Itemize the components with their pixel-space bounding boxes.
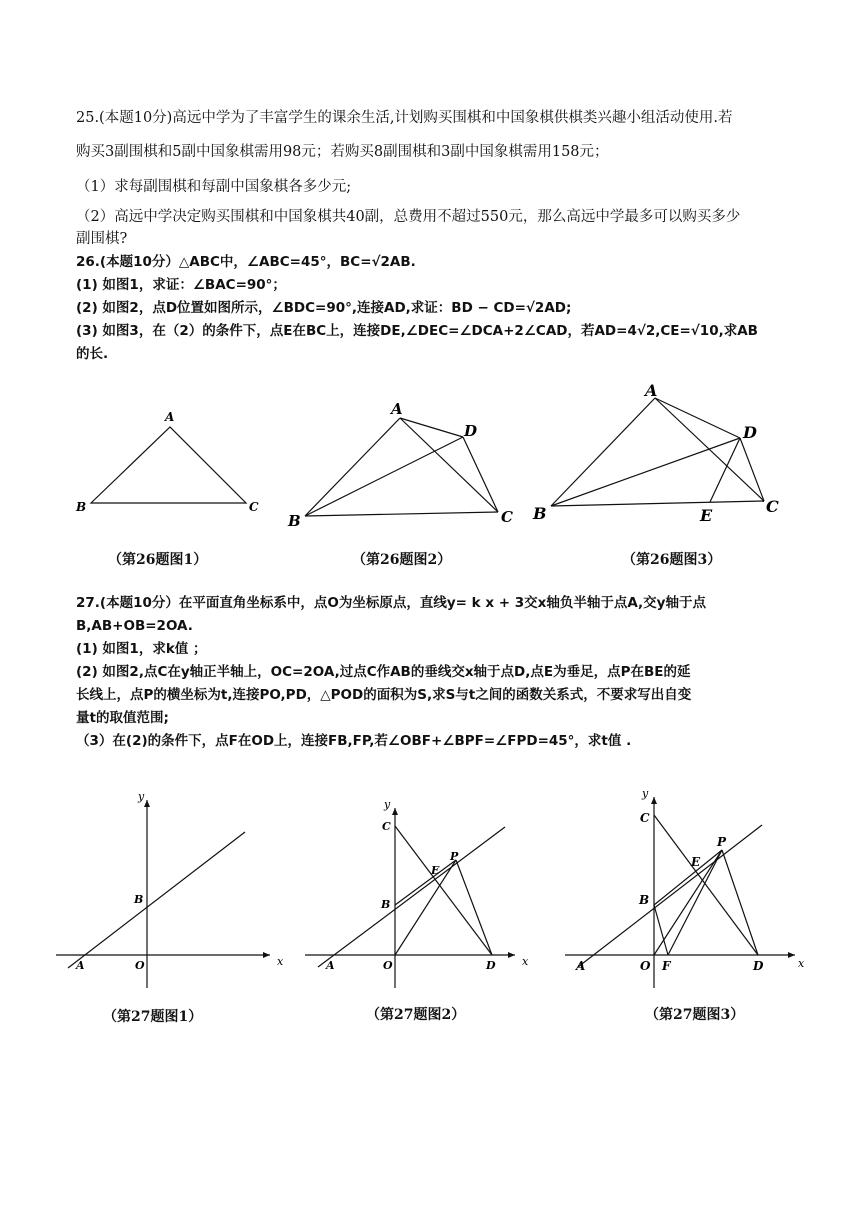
q26-figure3-lines <box>551 398 764 506</box>
label-A: A <box>391 400 403 418</box>
label-C: C <box>501 508 513 526</box>
axis-label-x: x <box>277 955 284 968</box>
label-A: A <box>645 381 658 400</box>
q27-caption-fig3: （第27题图3） <box>645 1007 745 1023</box>
q27-caption-fig2: （第27题图2） <box>366 1007 466 1023</box>
q26-part3-line2: 的长. <box>76 346 109 362</box>
axis-arrowheads <box>144 797 795 958</box>
q26-part2: (2) 如图2，点D位置如图所示，∠BDC=90°,连接AD,求证：BD − CD=√2AD; <box>76 300 572 316</box>
label-D: D <box>743 423 757 442</box>
q26-caption-fig3: （第26题图3） <box>622 552 722 568</box>
label-P: P <box>717 835 727 849</box>
q27-figure1-lines <box>56 800 270 988</box>
q25-part1: （1）求每副围棋和每副中国象棋各多少元; <box>76 179 352 195</box>
label-B: B <box>381 898 391 911</box>
q26-stem: 26.(本题10分）△ABC中，∠ABC=45°，BC=√2AB. <box>76 254 416 270</box>
q27-stem-line2: B,AB+OB=2OA. <box>76 618 193 634</box>
axis-label-y: y <box>642 787 649 800</box>
q27-stem-line1: 27.(本题10分）在平面直角坐标系中，点O为坐标原点，直线y= k x + 3交x轴负半轴于点A,交y轴于点 <box>76 595 706 611</box>
label-E: E <box>431 864 440 877</box>
label-D: D <box>486 959 496 972</box>
label-D: D <box>753 959 764 973</box>
axis-label-x: x <box>522 955 529 968</box>
q26-caption-fig1: （第26题图1） <box>108 552 208 568</box>
label-C: C <box>382 820 391 833</box>
label-A: A <box>576 959 586 973</box>
label-B: B <box>134 893 144 906</box>
label-O: O <box>135 959 145 972</box>
q27-part2-line3: 量t的取值范围; <box>76 710 169 726</box>
q27-part3: （3）在(2)的条件下，点F在OD上，连接FB,FP,若∠OBF+∠BPF=∠FPD=45°，求t值 . <box>76 733 632 749</box>
q26-caption-fig2: （第26题图2） <box>352 552 452 568</box>
q27-part2-line1: (2) 如图2,点C在y轴正半轴上，OC=2OA,过点C作AB的垂线交x轴于点D,点E为垂足，点P在BE的延 <box>76 664 691 680</box>
label-A: A <box>76 959 85 972</box>
label-E: E <box>700 506 713 525</box>
label-A: A <box>165 410 175 424</box>
label-O: O <box>640 959 651 973</box>
label-B: B <box>639 893 650 907</box>
label-B: B <box>533 504 547 523</box>
label-O: O <box>383 959 393 972</box>
axis-label-y: y <box>384 798 391 811</box>
q27-part2-line2: 长线上，点P的横坐标为t,连接PO,PD，△POD的面积为S,求S与t之间的函数关系式，不要求写出自变 <box>76 687 692 703</box>
label-C: C <box>766 497 779 516</box>
q25-part2-line1: （2）高远中学决定购买围棋和中国象棋共40副，总费用不超过550元，那么高远中学最多可以购买多少 <box>76 209 741 225</box>
label-C: C <box>640 811 650 825</box>
axis-label-x: x <box>798 957 805 970</box>
q27-part1: (1) 如图1，求k值 ； <box>76 641 207 657</box>
q26-figure1-triangle <box>91 427 246 503</box>
q27-caption-fig1: （第27题图1） <box>103 1009 203 1025</box>
q27-figure2-lines <box>305 808 515 988</box>
label-A: A <box>326 959 335 972</box>
label-B: B <box>288 512 301 530</box>
label-B: B <box>76 500 87 514</box>
q26-part1: (1) 如图1，求证：∠BAC=90°； <box>76 277 286 293</box>
label-C: C <box>249 500 259 514</box>
q26-part3-line1: (3) 如图3，在（2）的条件下，点E在BC上，连接DE,∠DEC=∠DCA+2∠CAD，若AD=4√2,CE=√10,求AB <box>76 323 758 339</box>
q25-part2-line2: 副围棋? <box>76 231 128 247</box>
label-D: D <box>464 422 478 440</box>
label-P: P <box>450 850 459 863</box>
label-E: E <box>691 855 701 869</box>
q25-stem-line1: 25.(本题10分)高远中学为了丰富学生的课余生活,计划购买围棋和中国象棋供棋类兴趣小组活动使用.若 <box>76 110 733 126</box>
q25-stem-line2: 购买3副围棋和5副中国象棋需用98元；若购买8副围棋和3副中国象棋需用158元； <box>76 144 609 160</box>
label-F: F <box>662 959 671 973</box>
axis-label-y: y <box>138 790 145 803</box>
